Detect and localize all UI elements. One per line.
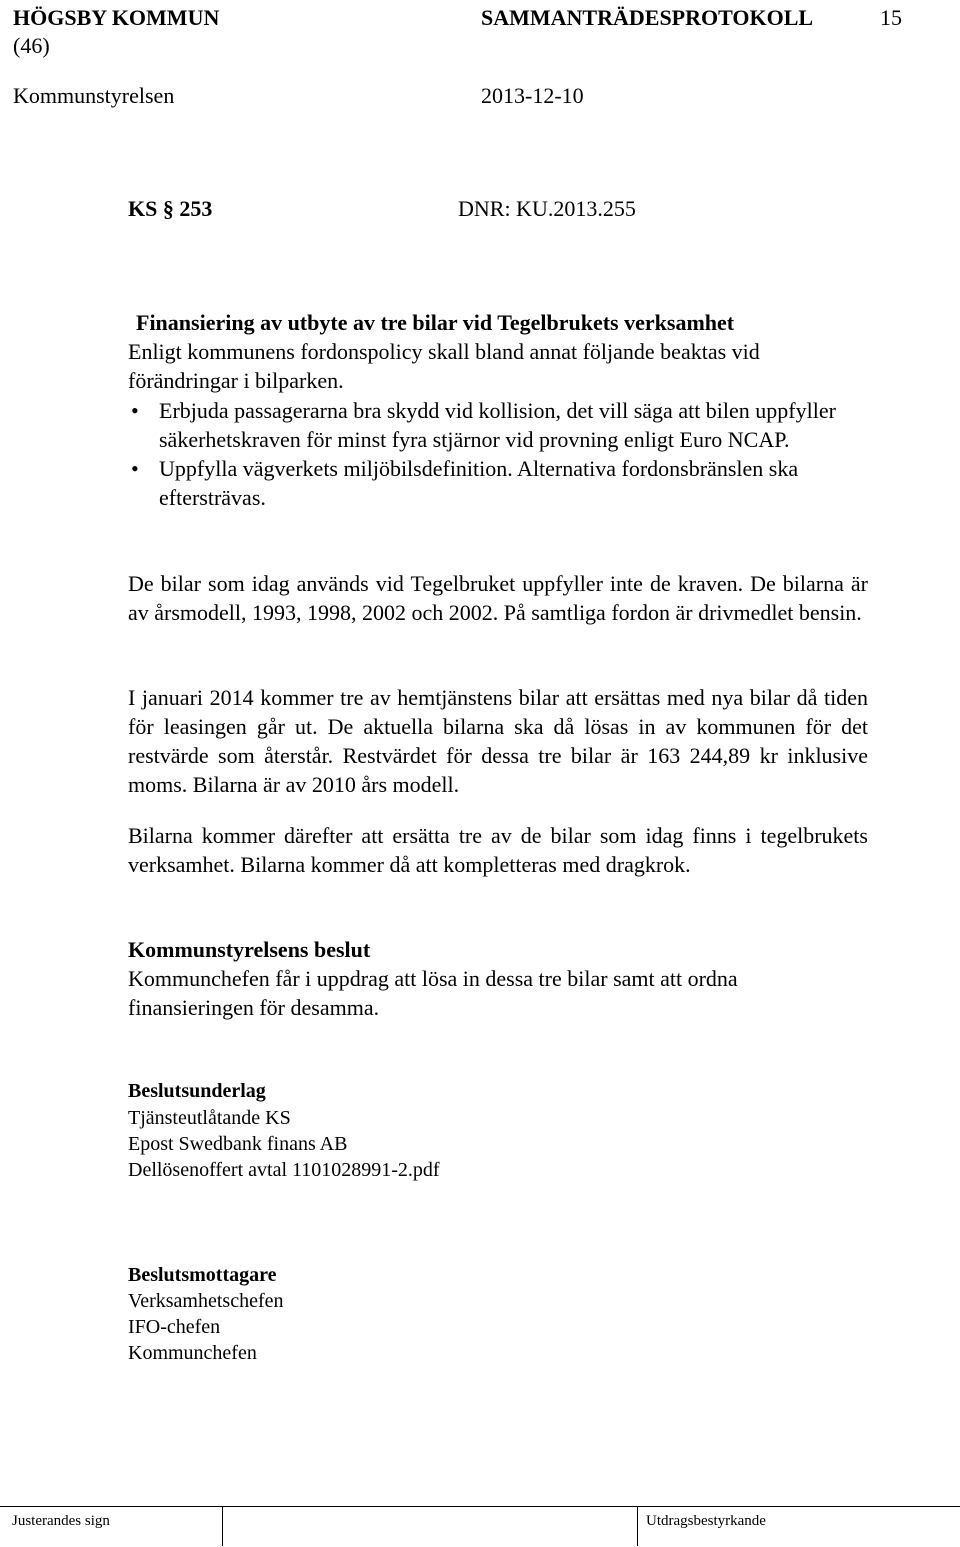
basis-item: Dellösenoffert avtal 1101028991-2.pdf (128, 1159, 440, 1181)
bullet-text: Uppfylla vägverkets miljöbilsdefinition. Alternativa fordonsbränslen ska eftersträvas. (159, 456, 799, 510)
recipient-item: Verksamhetschefen (128, 1290, 284, 1312)
paragraph-replacement: I januari 2014 kommer tre av hemtjänstens bilar att ersättas med nya bilar då tiden för leasingen går ut. De aktuella bilarna ska då lösas in av kommunen för det restvärde som återstår. Restvärdet för dessa tre bilar är 163 244,89 kr inklusive moms. Bilarna är av 2010 års modell. (128, 685, 868, 797)
page-number: 15 (880, 5, 902, 30)
intro-paragraph: Enligt kommunens fordonspolicy skall bland annat följande beaktas vid förändringar i bilparken. (128, 339, 760, 393)
footer-divider (0, 1506, 960, 1507)
basis-item: Tjänsteutlåtande KS (128, 1107, 291, 1129)
org-name: HÖGSBY KOMMUN (13, 5, 220, 30)
recipients-heading: Beslutsmottagare (128, 1264, 277, 1286)
basis-heading: Beslutsunderlag (128, 1080, 266, 1102)
paragraph-towbar: Bilarna kommer därefter att ersätta tre av de bilar som idag finns i tegelbrukets verksamhet. Bilarna kommer då att kompletteras med dragkrok. (128, 823, 868, 877)
footer-column-divider (222, 1506, 223, 1546)
policy-bullet-list (128, 396, 868, 512)
bullet-item (128, 454, 868, 512)
bullet-text: Erbjuda passagerarna bra skydd vid kollision, det vill säga att bilen uppfyller säkerhetskraven för minst fyra stjärnor vid provning enligt Euro NCAP. (159, 398, 836, 452)
paragraph-current-cars: De bilar som idag används vid Tegelbruket uppfyller inte de kraven. De bilarna är av årsmodell, 1993, 1998, 2002 och 2002. På samtliga fordon är drivmedlet bensin. (128, 571, 868, 625)
footer-utdragsbestyrkande: Utdragsbestyrkande (646, 1513, 766, 1529)
case-title: Finansiering av utbyte av tre bilar vid Tegelbrukets verksamhet (136, 310, 735, 335)
bullet-icon: • (131, 456, 139, 481)
recipient-item: IFO-chefen (128, 1316, 221, 1338)
diary-number: DNR: KU.2013.255 (458, 196, 636, 221)
decision-text: Kommunchefen får i uppdrag att lösa in dessa tre bilar samt att ordna finansieringen för desamma. (128, 966, 738, 1020)
document-type: SAMMANTRÄDESPROTOKOLL (481, 5, 814, 30)
meeting-date: 2013-12-10 (481, 83, 584, 108)
committee-name: Kommunstyrelsen (13, 83, 175, 108)
page-total: (46) (13, 33, 50, 58)
bullet-item (128, 396, 868, 454)
footer-justerandes-sign: Justerandes sign (12, 1513, 110, 1529)
bullet-icon: • (131, 398, 139, 423)
decision-heading: Kommunstyrelsens beslut (128, 937, 371, 962)
recipient-item: Kommunchefen (128, 1342, 257, 1364)
footer-column-divider (637, 1506, 638, 1546)
case-number: KS § 253 (128, 196, 213, 221)
basis-item: Epost Swedbank finans AB (128, 1133, 348, 1155)
